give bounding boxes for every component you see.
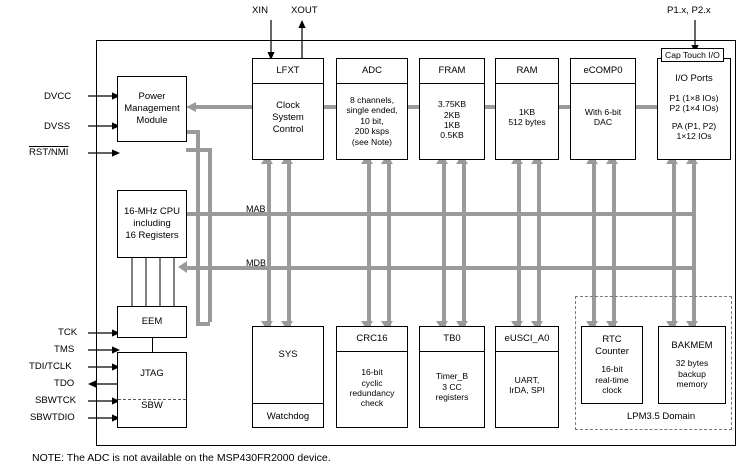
pin-label-sbwtdio: SBWTDIO: [30, 412, 75, 423]
mdb-label: MDB: [246, 258, 266, 268]
bus-stub: [367, 212, 371, 326]
bus-stub: [387, 160, 391, 268]
crc16-divider: [337, 351, 407, 352]
sbwtdio-arrow: [88, 412, 120, 424]
sbwtck-arrow: [88, 395, 120, 407]
mab-label: MAB: [246, 204, 266, 214]
tck-arrow: [88, 327, 120, 339]
xout-arrow: [296, 20, 308, 60]
bus-stub: [462, 160, 466, 268]
power-management-module: Power Management Module: [117, 76, 187, 142]
io-ports-block: I/O Ports P1 (1×8 IOs) P2 (1×4 IOs) PA (P1, P2) 1×12 IOs: [657, 58, 731, 160]
rtc-block: RTC Counter 16-bit real-time clock: [581, 326, 643, 404]
ram-block: RAM 1KB 512 bytes: [495, 58, 559, 160]
lpm35-domain-label: LPM3.5 Domain: [627, 411, 696, 422]
tb0-block: TB0 Timer_B 3 CC registers: [419, 326, 485, 428]
cpu-block: 16-MHz CPU including 16 Registers: [117, 190, 187, 258]
jtag-sbw-divider: [118, 399, 186, 400]
eusci-a0-block: eUSCI_A0 UART, IrDA, SPI: [495, 326, 559, 428]
bus-stub: [267, 212, 271, 326]
pin-label-tck: TCK: [58, 327, 78, 338]
bus-stub: [612, 160, 616, 268]
bus-stub: [537, 160, 541, 268]
pin-label-xin: XIN: [252, 5, 268, 16]
ecomp-divider: [571, 83, 635, 84]
fram-block: FRAM 3.75KB 2KB 1KB 0.5KB: [419, 58, 485, 160]
cap-touch-io-label: Cap Touch I/O: [661, 48, 724, 62]
bus-stub: [692, 160, 696, 268]
pin-label-tdo: TDO: [54, 378, 75, 389]
mab-bus: [206, 212, 694, 216]
bus-stub: [672, 160, 676, 214]
bakmem-block: BAKMEM 32 bytes backup memory: [658, 326, 726, 404]
bus-stub: [186, 148, 210, 152]
ecomp0-block: eCOMP0 With 6-bit DAC: [570, 58, 636, 160]
bus-left-rail2: [208, 148, 212, 322]
bus-stub: [186, 130, 200, 134]
dvcc-arrow: [88, 90, 120, 102]
adc-block: ADC 8 channels, single ended, 10 bit, 200 ksps (see Note): [336, 58, 408, 160]
bus-stub: [367, 160, 371, 214]
pin-label-sbwtck: SBWTCK: [35, 395, 77, 406]
bus-stub: [442, 212, 446, 326]
pin-label-rst-nmi: RST/NMI: [29, 147, 69, 158]
tms-arrow: [88, 344, 120, 356]
dvss-arrow: [88, 120, 120, 132]
bus-stub: [517, 160, 521, 214]
xin-arrow: [265, 20, 277, 60]
mdb-bus: [206, 266, 694, 270]
bus-stub: [592, 160, 596, 214]
lfxt-divider: [253, 83, 323, 84]
jtag-sbw-block: JTAG SBW: [117, 352, 187, 428]
pin-label-ports: P1.x, P2.x: [667, 5, 711, 16]
bus-stub: [267, 160, 271, 214]
bus-stub: [287, 266, 291, 326]
rst-nmi-arrow: [88, 147, 120, 159]
pin-label-xout: XOUT: [291, 5, 318, 16]
pin-label-dvcc: DVCC: [44, 91, 72, 102]
diagram-note: NOTE: The ADC is not available on the MSP430FR2000 device.: [32, 452, 331, 464]
lfxt-clock-block: LFXT Clock System Control: [252, 58, 324, 160]
tdi-tclk-arrow: [88, 361, 120, 373]
sys-divider: [253, 403, 323, 404]
pin-label-tms: TMS: [54, 344, 75, 355]
bus-stub: [537, 266, 541, 326]
tb0-divider: [420, 351, 484, 352]
bus-stub: [517, 212, 521, 326]
tdo-arrow: [88, 378, 120, 390]
bus-stub: [442, 160, 446, 214]
bus-left-rail: [196, 130, 200, 322]
bus-stub: [287, 160, 291, 268]
eusci-divider: [496, 351, 558, 352]
fram-divider: [420, 83, 484, 84]
cpu-eem-connector: [117, 258, 187, 306]
eem-block: EEM: [117, 306, 187, 338]
ram-divider: [496, 83, 558, 84]
adc-divider: [337, 83, 407, 84]
sys-watchdog-block: SYS Watchdog: [252, 326, 324, 428]
eem-jtag-line: [152, 338, 153, 352]
bus-stub: [196, 322, 210, 326]
pin-label-tdi-tclk: TDI/TCLK: [29, 361, 72, 372]
bus-stub: [387, 266, 391, 326]
pin-label-dvss: DVSS: [44, 121, 71, 132]
crc16-block: CRC16 16-bit cyclic redundancy check: [336, 326, 408, 428]
bus-stub: [462, 266, 466, 326]
